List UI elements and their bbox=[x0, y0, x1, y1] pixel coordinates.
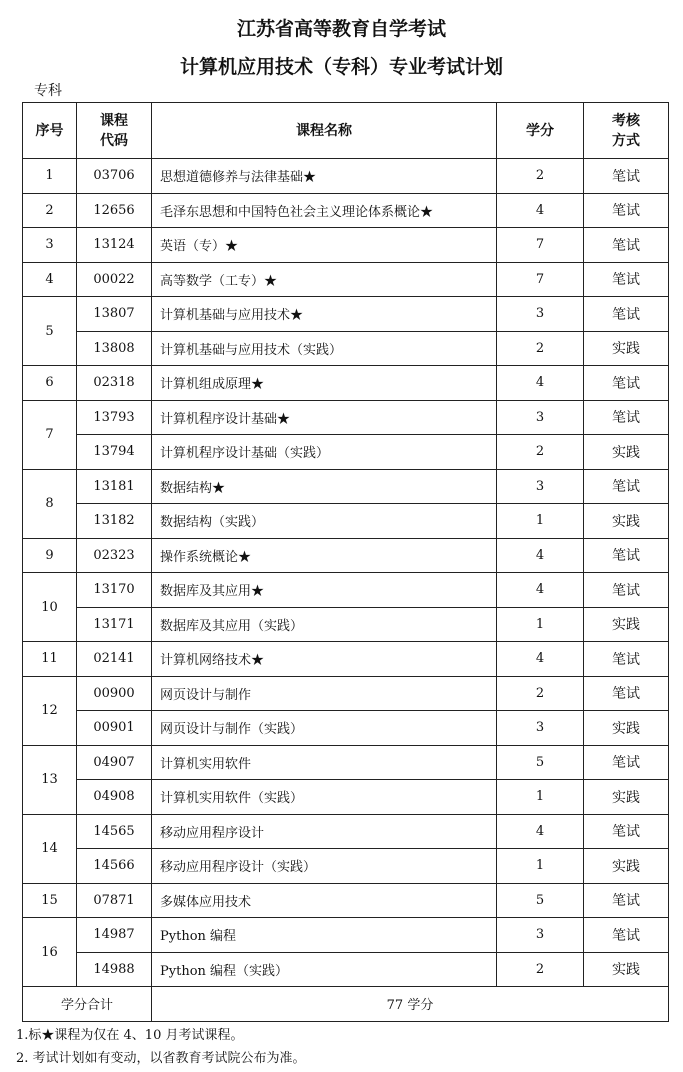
course-name-cell: 计算机基础与应用技术★ bbox=[152, 297, 497, 332]
course-code-cell: 00900 bbox=[77, 676, 152, 711]
table-row bbox=[23, 918, 669, 953]
table-row bbox=[23, 676, 669, 711]
seq-cell: 9 bbox=[23, 538, 77, 573]
credit-cell: 7 bbox=[497, 228, 584, 263]
course-code-cell: 02318 bbox=[77, 366, 152, 401]
course-name-cell: 计算机基础与应用技术（实践） bbox=[152, 331, 497, 366]
seq-cell: 11 bbox=[23, 642, 77, 677]
course-name-cell: 计算机组成原理★ bbox=[152, 366, 497, 401]
seq-cell: 7 bbox=[23, 400, 77, 469]
course-code-cell: 14988 bbox=[77, 952, 152, 987]
exam-method-cell: 笔试 bbox=[584, 469, 669, 504]
seq-cell: 13 bbox=[23, 745, 77, 814]
course-name-cell: 多媒体应用技术 bbox=[152, 883, 497, 918]
credit-cell: 3 bbox=[497, 469, 584, 504]
table-row bbox=[23, 193, 669, 228]
exam-method-cell: 实践 bbox=[584, 780, 669, 815]
course-name-cell: 数据结构★ bbox=[152, 469, 497, 504]
credit-cell: 3 bbox=[497, 400, 584, 435]
table-row bbox=[23, 228, 669, 263]
course-name-cell: Python 编程（实践） bbox=[152, 952, 497, 987]
credit-cell: 2 bbox=[497, 331, 584, 366]
course-name-cell: 高等数学（工专）★ bbox=[152, 262, 497, 297]
course-code-cell: 13171 bbox=[77, 607, 152, 642]
table-row bbox=[23, 745, 669, 780]
credit-cell: 2 bbox=[497, 676, 584, 711]
credit-cell: 7 bbox=[497, 262, 584, 297]
header-method-line1: 考核 bbox=[612, 112, 640, 129]
exam-method-cell: 笔试 bbox=[584, 538, 669, 573]
exam-method-cell: 笔试 bbox=[584, 228, 669, 263]
table-row bbox=[23, 159, 669, 194]
exam-method-cell: 笔试 bbox=[584, 297, 669, 332]
exam-method-cell: 笔试 bbox=[584, 366, 669, 401]
course-code-cell: 13170 bbox=[77, 573, 152, 608]
course-name-cell: 移动应用程序设计（实践） bbox=[152, 849, 497, 884]
seq-cell: 2 bbox=[23, 193, 77, 228]
table-row bbox=[23, 469, 669, 504]
seq-cell: 8 bbox=[23, 469, 77, 538]
header-seq: 序号 bbox=[23, 103, 77, 159]
seq-cell: 4 bbox=[23, 262, 77, 297]
course-name-cell: 移动应用程序设计 bbox=[152, 814, 497, 849]
credit-cell: 4 bbox=[497, 642, 584, 677]
table-row bbox=[23, 504, 669, 539]
course-name-cell: 数据库及其应用★ bbox=[152, 573, 497, 608]
table-row bbox=[23, 711, 669, 746]
course-code-cell: 13181 bbox=[77, 469, 152, 504]
header-method-line2: 方式 bbox=[612, 132, 640, 149]
table-row bbox=[23, 538, 669, 573]
course-code-cell: 14566 bbox=[77, 849, 152, 884]
exam-method-cell: 笔试 bbox=[584, 262, 669, 297]
credit-cell: 1 bbox=[497, 780, 584, 815]
course-code-cell: 12656 bbox=[77, 193, 152, 228]
course-name-cell: 数据结构（实践） bbox=[152, 504, 497, 539]
exam-method-cell: 笔试 bbox=[584, 400, 669, 435]
exam-method-cell: 笔试 bbox=[584, 883, 669, 918]
seq-cell: 16 bbox=[23, 918, 77, 987]
credit-cell: 5 bbox=[497, 745, 584, 780]
header-method bbox=[584, 103, 669, 159]
exam-method-cell: 实践 bbox=[584, 711, 669, 746]
course-code-cell: 04908 bbox=[77, 780, 152, 815]
credit-cell: 2 bbox=[497, 159, 584, 194]
course-name-cell: 毛泽东思想和中国特色社会主义理论体系概论★ bbox=[152, 193, 497, 228]
course-code-cell: 04907 bbox=[77, 745, 152, 780]
total-value: 77 学分 bbox=[152, 987, 669, 1022]
course-code-cell: 02141 bbox=[77, 642, 152, 677]
course-code-cell: 14565 bbox=[77, 814, 152, 849]
level-label: 专科 bbox=[34, 83, 62, 99]
table-row bbox=[23, 952, 669, 987]
course-name-cell: 数据库及其应用（实践） bbox=[152, 607, 497, 642]
exam-method-cell: 笔试 bbox=[584, 573, 669, 608]
table-row bbox=[23, 607, 669, 642]
exam-method-cell: 笔试 bbox=[584, 745, 669, 780]
course-name-cell: 操作系统概论★ bbox=[152, 538, 497, 573]
credit-cell: 3 bbox=[497, 711, 584, 746]
header-code-line2: 代码 bbox=[100, 132, 128, 149]
seq-cell: 14 bbox=[23, 814, 77, 883]
course-name-cell: 计算机实用软件（实践） bbox=[152, 780, 497, 815]
course-name-cell: 计算机程序设计基础（实践） bbox=[152, 435, 497, 470]
table-row bbox=[23, 331, 669, 366]
table-row bbox=[23, 262, 669, 297]
total-row bbox=[23, 987, 669, 1022]
table-row bbox=[23, 780, 669, 815]
course-name-cell: 网页设计与制作（实践） bbox=[152, 711, 497, 746]
course-code-cell: 13807 bbox=[77, 297, 152, 332]
seq-cell: 3 bbox=[23, 228, 77, 263]
credit-cell: 3 bbox=[497, 297, 584, 332]
exam-plan-table bbox=[22, 102, 669, 1022]
course-code-cell: 00901 bbox=[77, 711, 152, 746]
table-row bbox=[23, 573, 669, 608]
exam-method-cell: 实践 bbox=[584, 849, 669, 884]
course-code-cell: 13124 bbox=[77, 228, 152, 263]
exam-method-cell: 笔试 bbox=[584, 918, 669, 953]
total-label: 学分合计 bbox=[23, 987, 152, 1022]
exam-method-cell: 实践 bbox=[584, 952, 669, 987]
credit-cell: 2 bbox=[497, 952, 584, 987]
course-code-cell: 14987 bbox=[77, 918, 152, 953]
table-body bbox=[23, 159, 669, 987]
course-name-cell: 英语（专）★ bbox=[152, 228, 497, 263]
credit-cell: 2 bbox=[497, 435, 584, 470]
course-code-cell: 13808 bbox=[77, 331, 152, 366]
exam-method-cell: 笔试 bbox=[584, 159, 669, 194]
credit-cell: 1 bbox=[497, 504, 584, 539]
credit-cell: 5 bbox=[497, 883, 584, 918]
course-name-cell: Python 编程 bbox=[152, 918, 497, 953]
header-code-line1: 课程 bbox=[100, 112, 128, 129]
table-header-row bbox=[23, 103, 669, 159]
course-code-cell: 13794 bbox=[77, 435, 152, 470]
exam-method-cell: 实践 bbox=[584, 607, 669, 642]
seq-cell: 15 bbox=[23, 883, 77, 918]
header-name: 课程名称 bbox=[152, 103, 497, 159]
header-credit: 学分 bbox=[497, 103, 584, 159]
header-code bbox=[77, 103, 152, 159]
exam-method-cell: 笔试 bbox=[584, 193, 669, 228]
note-1: 1.标★课程为仅在 4、10 月考试课程。 bbox=[16, 1028, 244, 1043]
course-name-cell: 思想道德修养与法律基础★ bbox=[152, 159, 497, 194]
exam-method-cell: 实践 bbox=[584, 331, 669, 366]
credit-cell: 4 bbox=[497, 193, 584, 228]
credit-cell: 3 bbox=[497, 918, 584, 953]
course-code-cell: 13793 bbox=[77, 400, 152, 435]
table-row bbox=[23, 366, 669, 401]
course-name-cell: 计算机实用软件 bbox=[152, 745, 497, 780]
course-name-cell: 计算机程序设计基础★ bbox=[152, 400, 497, 435]
exam-method-cell: 笔试 bbox=[584, 642, 669, 677]
credit-cell: 4 bbox=[497, 538, 584, 573]
exam-method-cell: 实践 bbox=[584, 435, 669, 470]
course-code-cell: 13182 bbox=[77, 504, 152, 539]
table-row bbox=[23, 435, 669, 470]
course-name-cell: 网页设计与制作 bbox=[152, 676, 497, 711]
table-row bbox=[23, 642, 669, 677]
credit-cell: 1 bbox=[497, 607, 584, 642]
table-row bbox=[23, 297, 669, 332]
credit-cell: 4 bbox=[497, 814, 584, 849]
exam-method-cell: 实践 bbox=[584, 504, 669, 539]
document-title-line1: 江苏省高等教育自学考试 bbox=[236, 18, 446, 40]
course-name-cell: 计算机网络技术★ bbox=[152, 642, 497, 677]
seq-cell: 12 bbox=[23, 676, 77, 745]
course-code-cell: 03706 bbox=[77, 159, 152, 194]
exam-method-cell: 笔试 bbox=[584, 814, 669, 849]
course-code-cell: 00022 bbox=[77, 262, 152, 297]
credit-cell: 4 bbox=[497, 366, 584, 401]
seq-cell: 10 bbox=[23, 573, 77, 642]
seq-cell: 1 bbox=[23, 159, 77, 194]
credit-cell: 1 bbox=[497, 849, 584, 884]
seq-cell: 5 bbox=[23, 297, 77, 366]
table-row bbox=[23, 849, 669, 884]
table-row bbox=[23, 883, 669, 918]
course-code-cell: 02323 bbox=[77, 538, 152, 573]
table-row bbox=[23, 814, 669, 849]
exam-method-cell: 笔试 bbox=[584, 676, 669, 711]
table-row bbox=[23, 400, 669, 435]
seq-cell: 6 bbox=[23, 366, 77, 401]
course-code-cell: 07871 bbox=[77, 883, 152, 918]
note-2: 2. 考试计划如有变动，以省教育考试院公布为准。 bbox=[16, 1051, 306, 1066]
document-title-line2: 计算机应用技术（专科）专业考试计划 bbox=[179, 56, 503, 78]
credit-cell: 4 bbox=[497, 573, 584, 608]
